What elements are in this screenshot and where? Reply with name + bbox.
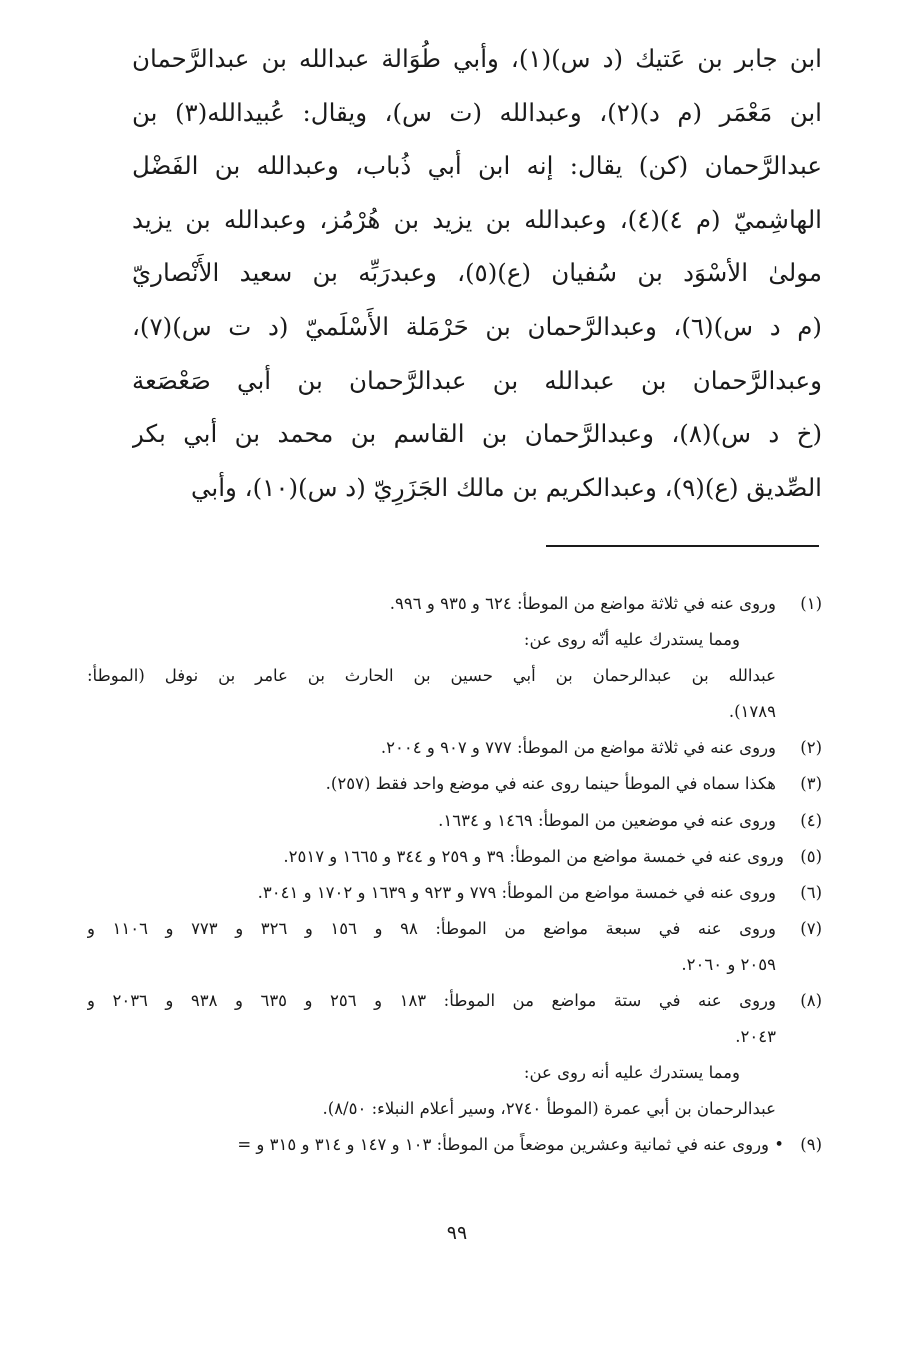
main-text-line: (م د س)(٦)، وعبدالرَّحمان بن حَرْمَلة الأَسْلَميّ (د ت س)(٧)، [132,311,822,341]
main-text [132,32,822,514]
footnote-line [87,694,822,730]
footnote-text: وروى عنه في ثلاثة مواضع من الموطأ: ٧٧٧ و ٩٠٧ و ٢٠٠٤. [380,738,776,758]
footnote-text: وروى عنه في خمسة مواضع من الموطأ: ٣٩ و ٢٥٩ و ٣٤٤ و ١٦٦٥ و ٢٥١٧. [283,846,784,866]
footnote-text: عبدالله بن عبدالرحمان بن أبي حسين بن الحارث بن عامر بن نوفل (الموطأ: [87,666,776,686]
footnote-text: ١٧٨٩). [728,702,776,722]
footnote-line [87,803,822,839]
footnote-text: وروى عنه في خمسة مواضع من الموطأ: ٧٧٩ و ٩٢٣ و ١٦٣٩ و ١٧٠٢ و ٣٠٤١. [257,882,776,902]
footnote-line [87,983,822,1019]
footnote-line [87,1127,822,1163]
footnote-line [87,947,822,983]
footnote-text: هكذا سماه في الموطأ حينما روى عنه في موضع واحد فقط (٢٥٧). [325,774,776,794]
footnote-text: وروى عنه في سبعة مواضع من الموطأ: ٩٨ و ١٥٦ و ٣٢٦ و ٧٧٣ و ١١٠٦ و [87,918,776,938]
footnote-text: وروى عنه في ثلاثة مواضع من الموطأ: ٦٢٤ و ٩٣٥ و ٩٩٦. [389,594,776,613]
footnote-number: (٢) [800,738,822,758]
footnote-line [87,911,822,947]
footnote-number: (٩) [800,1135,822,1155]
main-text-line: عبدالرَّحمان (كن) يقال: إنه ابن أبي ذُباب، وعبدالله بن الفَضْل [132,151,822,181]
footnote-line [87,839,822,875]
main-text-line: ابن جابر بن عَتيك (د س)(١)، وأبي طُوَالة عبدالله بن عبدالرَّحمان [132,44,822,73]
footnote-line [87,622,822,658]
main-text-line: الهاشِميّ (م ٤)(٤)، وعبدالله بن يزيد بن هُرْمُز، وعبدالله بن يزيد [132,204,822,234]
footnote-line [87,658,822,694]
footnote-line [87,875,822,911]
footnote-number: (٥) [800,846,822,866]
footnote-number: (٣) [800,774,822,794]
footnote-line [87,1055,822,1091]
footnote-number: (٧) [800,918,822,938]
footnote-number: (٨) [800,991,822,1011]
footnote-line [87,1019,822,1055]
footnote-line [87,586,822,622]
footnote-number: (٤) [800,810,822,830]
main-text-line: ابن مَعْمَر (م د)(٢)، وعبدالله (ت س)، ويقال: عُبيدالله(٣) بن [132,97,822,127]
footnote-line [87,730,822,766]
footnote-text: عبدالرحمان بن أبي عمرة (الموطأ ٢٧٤٠، وسير أعلام النبلاء: ٨/٥٠). [322,1099,776,1119]
footnote-text: • وروى عنه في ثمانية وعشرين موضعاً من الموطأ: ١٠٣ و ١٤٧ و ٣١٤ و ٣١٥ و = [237,1135,784,1155]
footnote-line [87,1091,822,1127]
main-text-line: (خ د س)(٨)، وعبدالرَّحمان بن القاسم بن محمد بن أبي بكر [132,419,822,449]
footnote-text: ٢٠٤٣. [735,1027,776,1047]
footnote-text: وروى عنه في ستة مواضع من الموطأ: ١٨٣ و ٢٥٦ و ٦٣٥ و ٩٣٨ و ٢٠٣٦ و [87,991,776,1011]
main-text-line: مولىٰ الأسْوَد بن سُفيان (ع)(٥)، وعبدرَبِّه بن سعيد الأَنْصاريّ [132,258,822,288]
footnote-text: ٢٠٥٩ و ٢٠٦٠. [681,954,776,974]
footnote-number: (٦) [800,882,822,902]
main-text-line: وعبدالرَّحمان بن عبدالله بن عبدالرَّحمان بن أبي صَعْصَعة [132,365,822,395]
footnote-text: ومما يستدرك عليه أنّه روى عن: [523,630,740,650]
footnote-separator [546,545,819,547]
footnote-text: وروى عنه في موضعين من الموطأ: ١٤٦٩ و ١٦٣٤. [438,810,776,830]
footnote-text: ومما يستدرك عليه أنه روى عن: [523,1063,740,1083]
footnote-line [87,766,822,802]
page-number: ٩٩ [446,1222,468,1244]
main-text-line: الصِّديق (ع)(٩)، وعبدالكريم بن مالك الجَزَرِيّ (د س)(١٠)، وأبي [191,472,822,502]
footnotes [87,586,822,1164]
footnote-number: (١) [800,594,822,613]
